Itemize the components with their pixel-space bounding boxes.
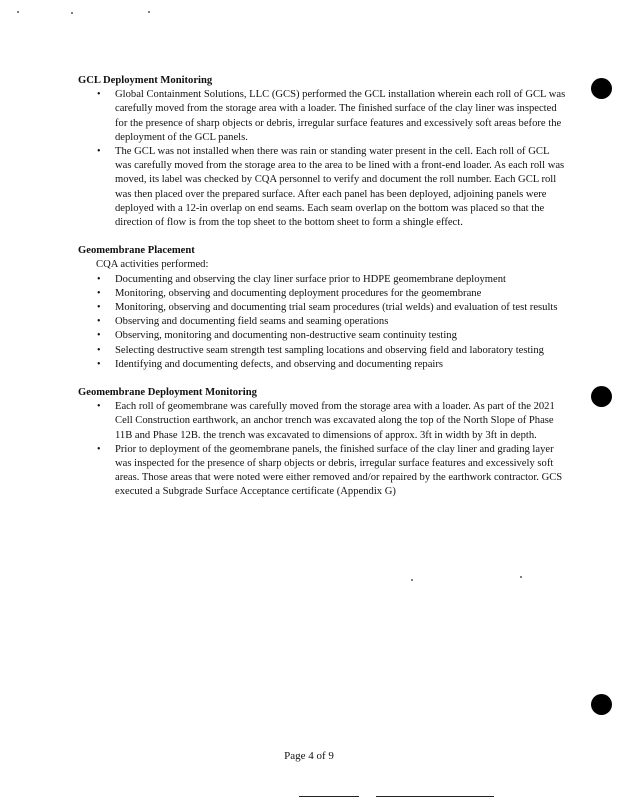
bullet-icon: • <box>97 302 101 314</box>
bullet-list <box>78 88 568 230</box>
bullet-icon: • <box>97 89 101 101</box>
list-item-text: Identifying and documenting defects, and observing and documenting repairs <box>115 358 444 370</box>
page-number: Page 4 of 9 <box>284 750 334 762</box>
list-item-text: Each roll of geomembrane was carefully moved from the storage area with a loader. As part of the 2021 Cell Construction earthwork, an anchor trench was excavated along the top of the North Slope of Phase 11B and Phase 12B. the trench was excavated to dimensions of approx. 3ft in width by 3ft in depth. <box>115 401 555 441</box>
section-heading: GCL Deployment Monitoring <box>78 75 213 86</box>
list-item-text: Selecting destructive seam strength test sampling locations and observing field and laboratory testing <box>115 344 544 356</box>
list-item <box>78 287 568 301</box>
section-intro: CQA activities performed: <box>96 259 209 271</box>
initials-line-right <box>376 796 494 797</box>
initials-line-left <box>299 796 359 797</box>
list-item-text: Observing, monitoring and documenting non-destructive seam continuity testing <box>115 330 457 342</box>
bullet-icon: • <box>97 330 101 342</box>
bullet-icon: • <box>97 316 101 328</box>
document-body <box>78 74 568 514</box>
list-item <box>78 329 568 343</box>
section-geomembrane-deployment <box>78 386 568 500</box>
scan-speck <box>71 12 73 14</box>
bullet-icon: • <box>97 146 101 158</box>
bullet-icon: • <box>97 443 101 455</box>
bullet-icon: • <box>97 401 101 413</box>
section-geomembrane-placement <box>78 244 568 372</box>
scan-speck <box>520 576 522 578</box>
bullet-list <box>78 273 568 372</box>
list-item <box>78 443 568 500</box>
list-item <box>78 344 568 358</box>
list-item <box>78 358 568 372</box>
section-heading: Geomembrane Placement <box>78 245 195 257</box>
bullet-icon: • <box>97 344 101 356</box>
scan-speck <box>148 11 150 13</box>
binder-hole-middle <box>591 386 612 407</box>
list-item-text: Documenting and observing the clay liner surface prior to HDPE geomembrane deployment <box>115 273 506 285</box>
list-item <box>78 315 568 329</box>
section-gcl-deployment <box>78 74 568 230</box>
list-item <box>78 145 568 230</box>
list-item-text: Observing and documenting field seams and seaming operations <box>115 316 389 328</box>
list-item-text: The GCL was not installed when there was rain or standing water present in the cell. Each roll of GCL was carefully moved from the storage area to the area to be lined with a front-end loader. As each roll was moved, its label was checked by CQA personnel to verify and document the roll number. Each GCL roll was then placed over the prepared surface. After each panel has been deployed, adjoining panels were deployed with a 12-in overlap on end seams. Each seam overlap on the bottom was placed so that the direction of flow is from the top sheet to the bottom sheet to form a shingle effect. <box>115 146 565 229</box>
list-item <box>78 273 568 287</box>
scan-speck <box>411 579 413 581</box>
binder-hole-top <box>591 78 612 99</box>
bullet-icon: • <box>97 273 101 285</box>
list-item <box>78 301 568 315</box>
list-item-text: Prior to deployment of the geomembrane panels, the finished surface of the clay liner and grading layer was inspected for the presence of sharp objects or debris, irregular surface features and excessively soft areas. Those areas that were noted were either removed and/or repaired by the earthwork contractor. GCS executed a Subgrade Surface Acceptance certificate (Appendix G) <box>115 443 563 498</box>
scan-speck <box>17 11 19 13</box>
bullet-list <box>78 400 568 499</box>
bullet-icon: • <box>97 287 101 299</box>
bullet-icon: • <box>97 358 101 370</box>
binder-hole-bottom <box>591 694 612 715</box>
list-item <box>78 88 568 145</box>
list-item-text: Monitoring, observing and documenting deployment procedures for the geomembrane <box>115 287 482 299</box>
list-item <box>78 400 568 443</box>
list-item-text: Global Containment Solutions, LLC (GCS) performed the GCL installation wherein each roll of GCL was carefully moved from the storage area with a loader. The finished surface of the clay liner was inspected for the presence of sharp objects or debris, irregular surface features and excessively soft areas before the deployment of the GCL panels. <box>115 89 566 143</box>
list-item-text: Monitoring, observing and documenting trial seam procedures (trial welds) and evaluation of test results <box>115 302 558 314</box>
section-heading: Geomembrane Deployment Monitoring <box>78 387 257 399</box>
